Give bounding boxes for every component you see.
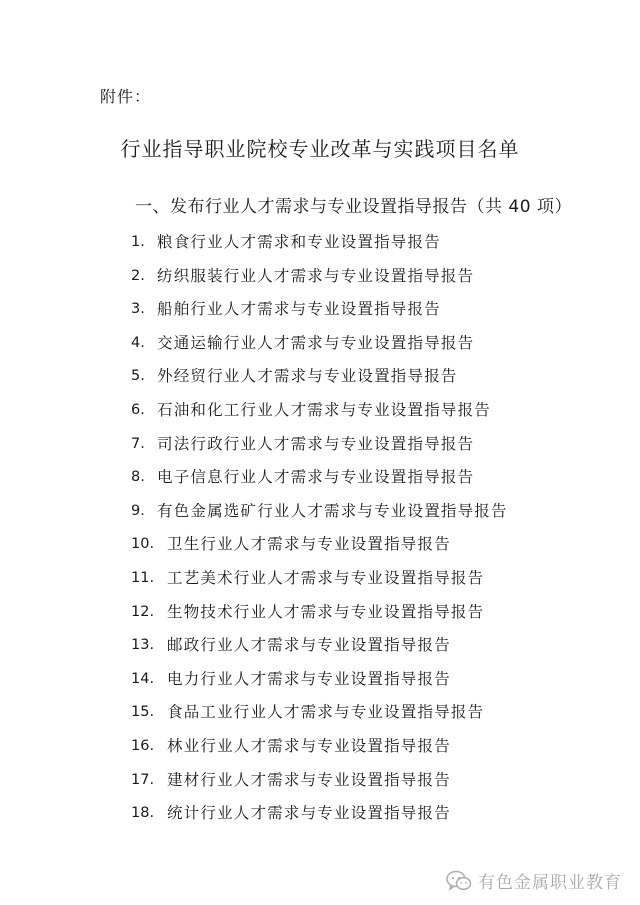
list-item	[131, 260, 508, 294]
item-number: 6.	[131, 401, 145, 418]
item-number: 7.	[131, 435, 145, 452]
item-text: 交通运输行业人才需求与专业设置指导报告	[157, 333, 475, 352]
list-item	[131, 730, 508, 764]
item-number: 18.	[131, 805, 155, 822]
item-number: 14.	[131, 670, 155, 687]
list-item	[131, 696, 508, 730]
item-text: 有色金属选矿行业人才需求与专业设置指导报告	[157, 501, 508, 520]
item-number: 13.	[131, 637, 155, 654]
section-heading: 一、发布行业人才需求与专业设置指导报告（共 40 项）	[135, 197, 572, 217]
list-item	[131, 495, 508, 529]
item-text: 电力行业人才需求与专业设置指导报告	[167, 669, 451, 688]
item-number: 1.	[131, 234, 145, 250]
list-item	[131, 327, 508, 361]
report-item-list	[131, 226, 508, 831]
item-number: 4.	[131, 334, 145, 351]
item-text: 林业行业人才需求与专业设置指导报告	[167, 736, 451, 755]
list-item	[131, 293, 508, 327]
list-item	[131, 360, 508, 394]
item-number: 15.	[131, 704, 155, 721]
list-item	[131, 596, 508, 630]
item-text: 司法行政行业人才需求与专业设置指导报告	[157, 434, 475, 453]
watermark	[446, 868, 622, 893]
item-number: 2.	[131, 267, 145, 284]
watermark-text: 有色金属职业教育	[478, 873, 622, 893]
item-text: 纺织服装行业人才需求与专业设置指导报告	[157, 266, 475, 285]
list-item	[131, 764, 508, 798]
item-number: 9.	[131, 502, 145, 519]
item-number: 10.	[131, 536, 155, 553]
item-text: 外经贸行业人才需求与专业设置指导报告	[157, 367, 458, 386]
item-text: 统计行业人才需求与专业设置指导报告	[167, 804, 451, 823]
list-item	[131, 797, 508, 831]
list-item	[131, 562, 508, 596]
item-text: 邮政行业人才需求与专业设置指导报告	[167, 636, 451, 655]
list-item	[131, 663, 508, 697]
item-text: 工艺美术行业人才需求与专业设置指导报告	[167, 568, 485, 587]
list-item	[131, 528, 508, 562]
item-text: 石油和化工行业人才需求与专业设置指导报告	[157, 400, 492, 419]
item-number: 16.	[131, 737, 155, 754]
item-text: 电子信息行业人才需求与专业设置指导报告	[157, 468, 475, 487]
item-text: 船舶行业人才需求与专业设置指导报告	[157, 300, 441, 319]
item-number: 8.	[131, 469, 145, 486]
list-item	[131, 428, 508, 462]
item-number: 5.	[131, 368, 145, 385]
attachment-label: 附件：	[100, 87, 152, 106]
item-text: 食品工业行业人才需求与专业设置指导报告	[167, 703, 485, 722]
item-number: 17.	[131, 771, 155, 788]
list-item	[131, 629, 508, 663]
item-text: 生物技术行业人才需求与专业设置指导报告	[167, 602, 485, 621]
list-item	[131, 394, 508, 428]
item-text: 卫生行业人才需求与专业设置指导报告	[167, 535, 451, 554]
item-text: 建材行业人才需求与专业设置指导报告	[167, 770, 451, 789]
item-text: 粮食行业人才需求和专业设置指导报告	[157, 233, 441, 251]
list-item	[131, 226, 508, 260]
list-item	[131, 461, 508, 495]
item-number: 3.	[131, 301, 145, 318]
item-number: 11.	[131, 569, 155, 586]
wechat-icon	[446, 870, 472, 892]
document-title: 行业指导职业院校专业改革与实践项目名单	[120, 137, 520, 161]
item-number: 12.	[131, 603, 155, 620]
